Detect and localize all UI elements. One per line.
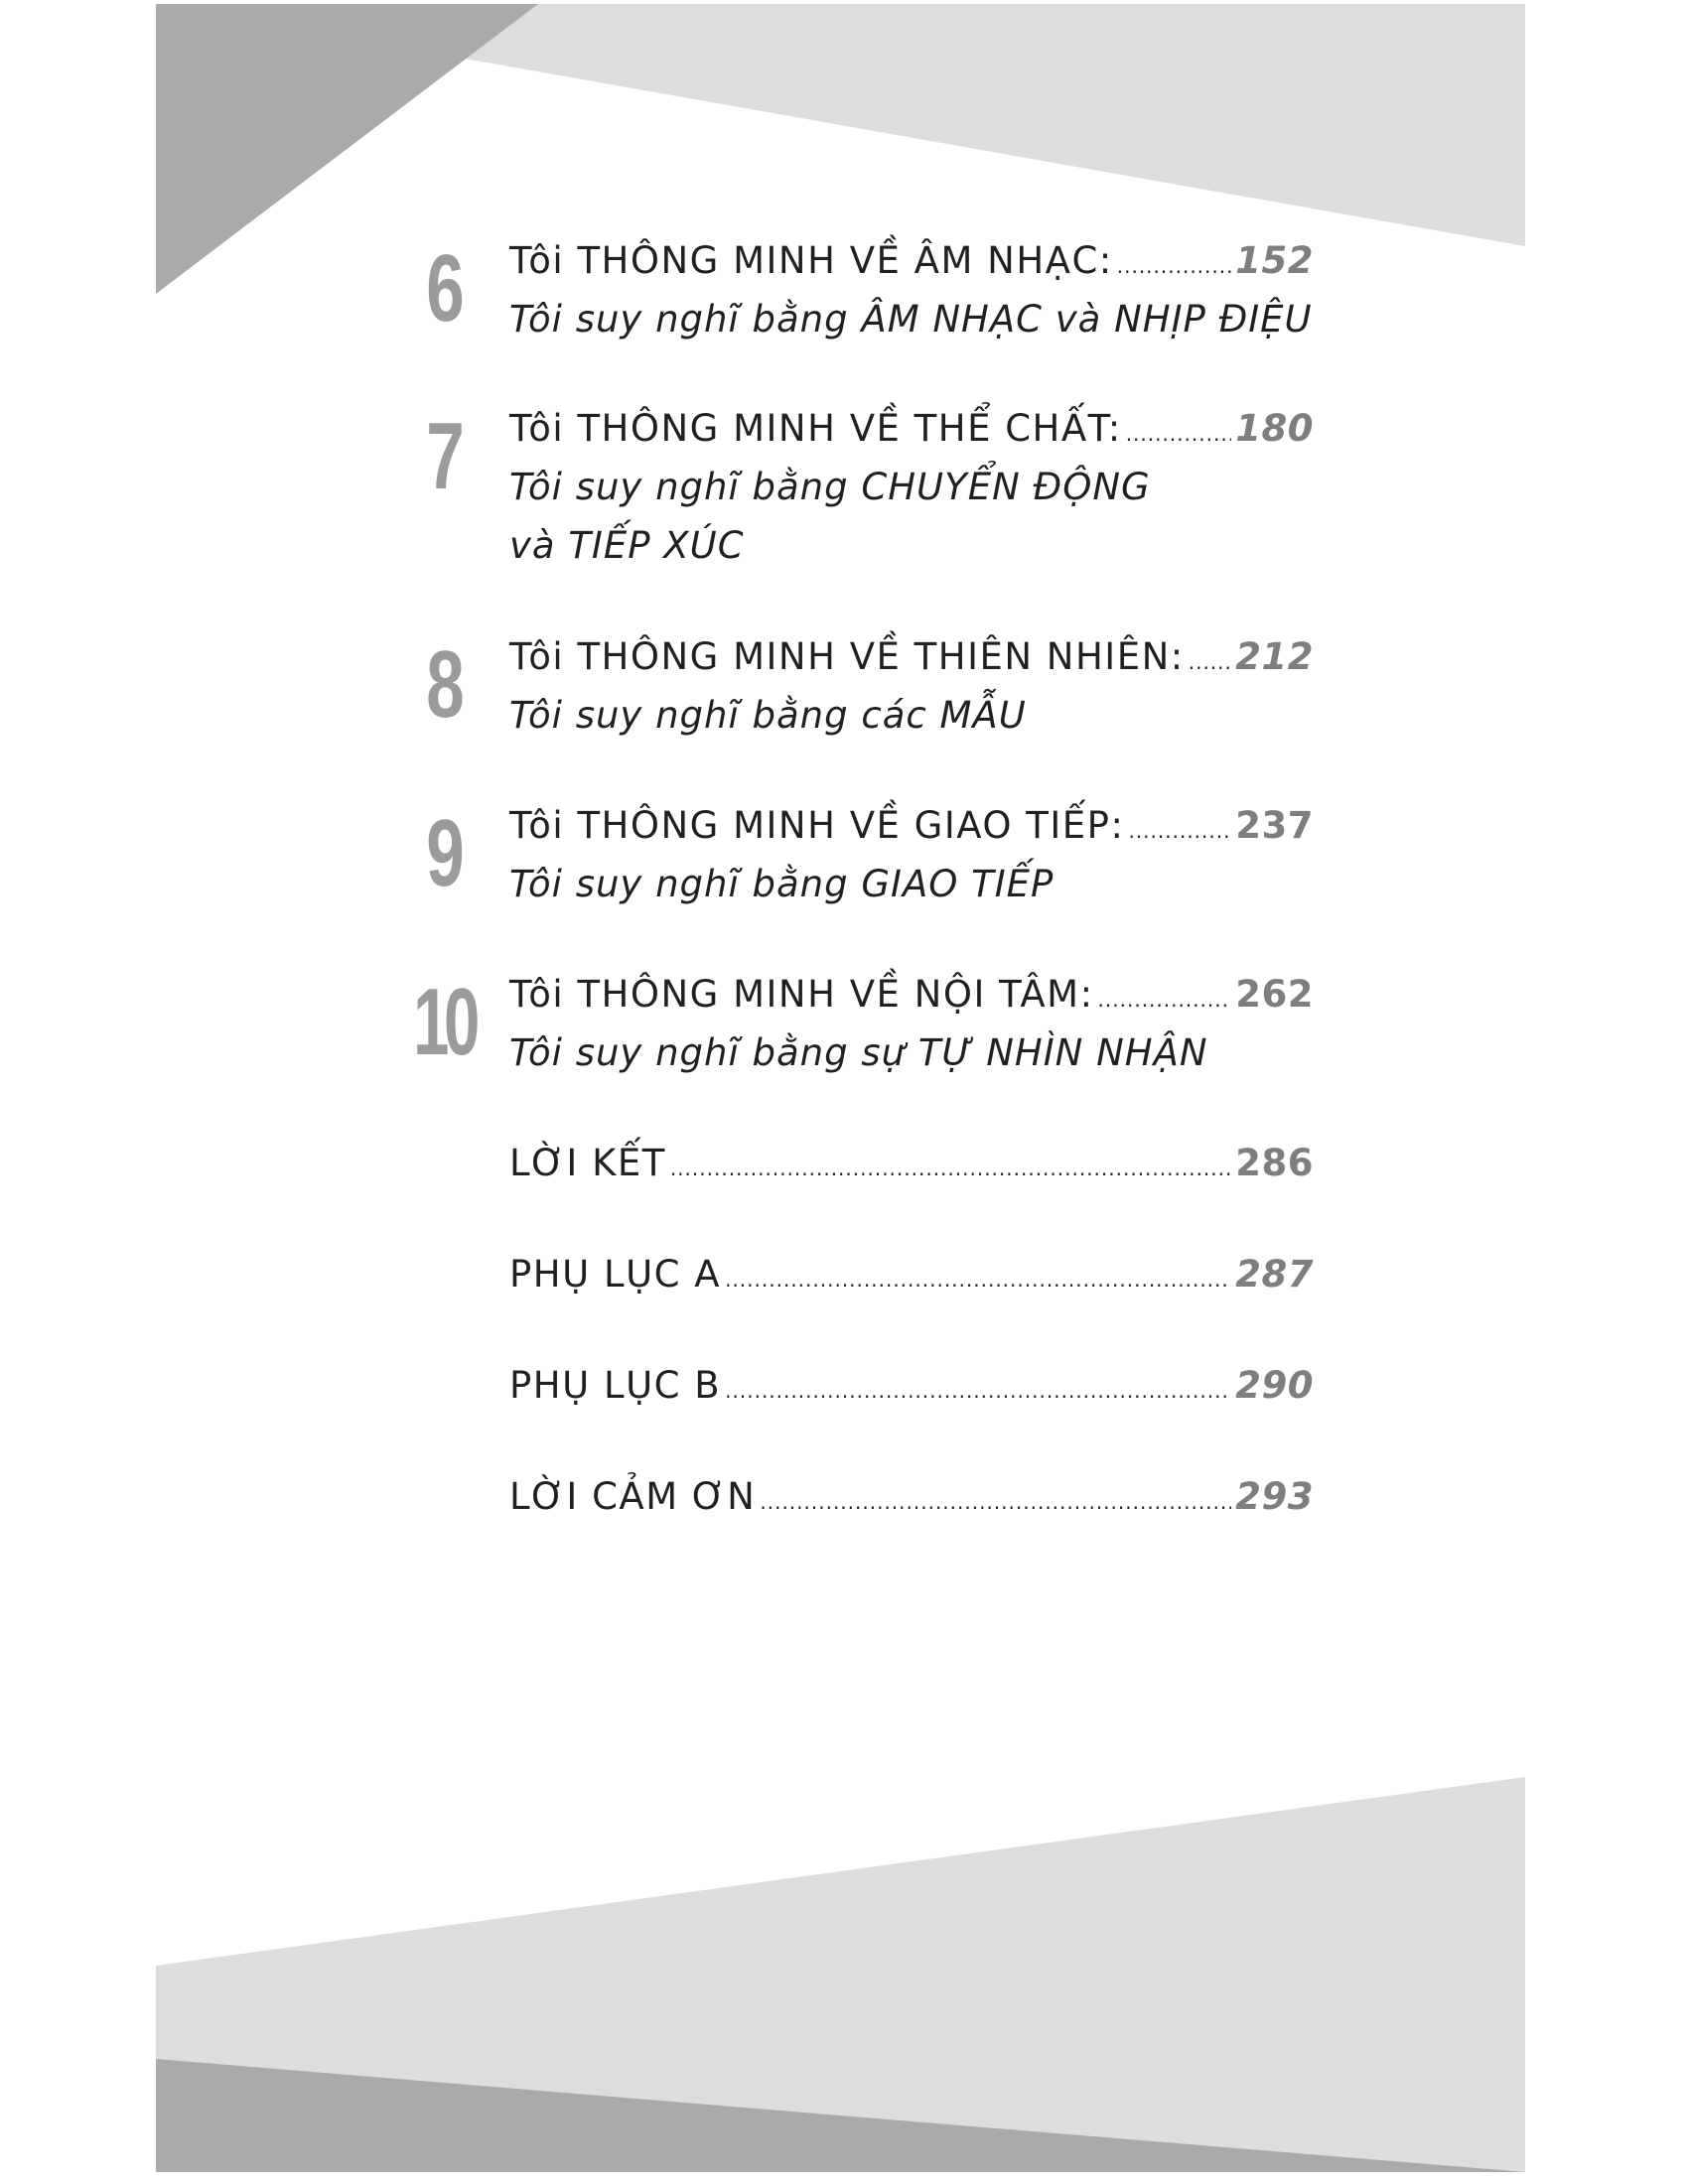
chapter-subtitle: Tôi suy nghĩ bằng các MẪU [509,694,1027,737]
chapter-number: 9 [426,800,462,906]
page-number: 293 [1235,1475,1314,1518]
chapter-subtitle: Tôi suy nghĩ bằng ÂM NHẠC và NHỊP ĐIỆU [509,298,1313,341]
page-number: 287 [1235,1253,1314,1296]
dot-leader [725,1379,1231,1403]
page-number: 290 [1235,1364,1314,1407]
section-title: LỜI KẾT [509,1142,666,1184]
dot-leader [725,1268,1231,1292]
chapter-title-line [509,973,1314,1016]
chapter-subtitle: Tôi suy nghĩ bằng CHUYỂN ĐỘNG [509,466,1151,508]
dot-leader [1117,254,1232,278]
chapter-title-line [509,804,1314,847]
dot-leader [1128,819,1231,843]
chapter-number: 7 [426,403,462,509]
section-line [509,1364,1314,1407]
page-number: 152 [1235,239,1314,282]
chapter-subtitle: Tôi suy nghĩ bằng sự TỰ NHÌN NHẬN [509,1031,1208,1074]
page-number: 180 [1235,407,1314,450]
chapter-title-line [509,239,1314,282]
chapter-number: 6 [426,235,462,341]
chapter-title-line [509,407,1314,450]
chapter-title: Tôi THÔNG MINH VỀ THIÊN NHIÊN: [509,635,1185,678]
chapter-title-line [509,635,1314,678]
page-number: 237 [1235,804,1314,847]
chapter-title: Tôi THÔNG MINH VỀ THỂ CHẤT: [509,407,1122,450]
section-line [509,1142,1314,1184]
section-line [509,1475,1314,1518]
chapter-title: Tôi THÔNG MINH VỀ ÂM NHẠC: [509,239,1113,282]
section-title: PHỤ LỤC B [509,1364,722,1407]
dot-leader [1189,650,1232,674]
chapter-subtitle: Tôi suy nghĩ bằng GIAO TIẾP [509,863,1055,905]
chapter-title: Tôi THÔNG MINH VỀ NỘI TÂM: [509,973,1094,1016]
page-number: 262 [1235,973,1314,1016]
page-number: 286 [1235,1142,1314,1184]
dot-leader [670,1157,1231,1180]
page-number: 212 [1235,635,1314,678]
section-title: LỜI CẢM ƠN [509,1475,757,1518]
chapter-number: 10 [413,969,475,1075]
dot-leader [1126,422,1232,446]
chapter-subtitle-continued: và TIẾP XÚC [509,524,745,567]
section-title: PHỤ LỤC A [509,1253,722,1296]
dot-leader [760,1490,1231,1514]
chapter-title: Tôi THÔNG MINH VỀ GIAO TIẾP: [509,804,1125,847]
book-page [156,4,1525,2172]
dot-leader [1098,988,1232,1012]
section-line [509,1253,1314,1296]
chapter-number: 8 [426,631,462,738]
